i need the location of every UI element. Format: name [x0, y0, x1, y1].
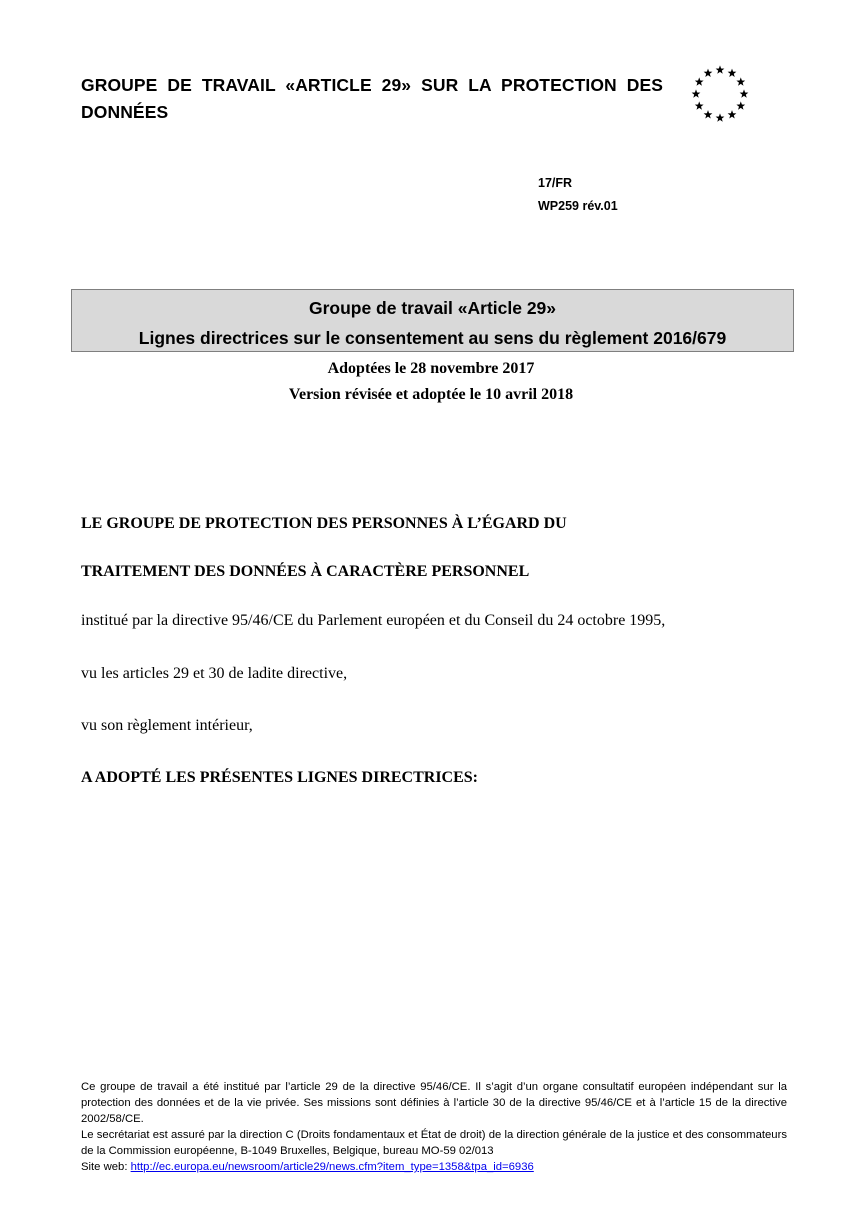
adopted-date: Adoptées le 28 novembre 2017	[327, 360, 535, 377]
site-label: Site web:	[81, 1161, 131, 1173]
star-icon	[704, 69, 713, 77]
star-icon	[736, 101, 745, 109]
star-icon	[704, 110, 713, 118]
star-icon	[740, 89, 749, 97]
star-icon	[695, 77, 704, 85]
footnote-paragraph-1: Ce groupe de travail a été institué par l’article 29 de la directive 95/46/CE. Il s’agit d’un organe consultatif européen indépendant sur la protection des données et de la vie privée. Ses missions sont définies à l’article 30 de la directive 95/46/CE et à l’article 15 de la directive 2002/58/CE.	[81, 1081, 787, 1125]
star-icon	[736, 77, 745, 85]
paragraph-articles: vu les articles 29 et 30 de ladite directive,	[81, 665, 348, 682]
star-icon	[728, 69, 737, 77]
closing-statement: A ADOPTÉ LES PRÉSENTES LIGNES DIRECTRICES:	[81, 769, 479, 786]
revised-date: Version révisée et adoptée le 10 avril 2018	[288, 386, 574, 403]
footnote-site	[81, 1159, 787, 1175]
title-line-2: Lignes directrices sur le consentement au sens du règlement 2016/679	[138, 328, 727, 348]
star-icon	[716, 65, 725, 73]
title-box	[71, 289, 794, 352]
star-icon	[695, 101, 704, 109]
star-icon	[716, 113, 725, 121]
header-title: GROUPE DE TRAVAIL «ARTICLE 29» SUR LA PROTECTION DES DONNÉES	[81, 75, 663, 122]
site-link[interactable]: http://ec.europa.eu/newsroom/article29/news.cfm?item_type=1358&tpa_id=6936	[130, 1161, 534, 1173]
paragraph-rules: vu son règlement intérieur,	[81, 717, 253, 734]
paragraph-directive: institué par la directive 95/46/CE du Parlement européen et du Conseil du 24 octobre 1995,	[81, 612, 666, 629]
heading-line-2: TRAITEMENT DES DONNÉES À CARACTÈRE PERSONNEL	[81, 563, 530, 580]
footnote-paragraph-2: Le secrétariat est assuré par la direction C (Droits fondamentaux et État de droit) de la direction générale de la justice et des consommateurs de la Commission européenne, B-1049 Bruxelles, Belgique, bureau MO-59 02/013	[81, 1129, 787, 1157]
title-line-1: Groupe de travail «Article 29»	[308, 298, 557, 318]
document-reference	[538, 172, 618, 218]
reference-wp: WP259 rév.01	[538, 199, 618, 213]
star-icon	[728, 110, 737, 118]
footnote	[81, 1079, 787, 1175]
adoption-dates	[0, 356, 862, 408]
eu-stars-icon	[688, 62, 752, 126]
heading-line-1: LE GROUPE DE PROTECTION DES PERSONNES À L’ÉGARD DU	[81, 515, 567, 532]
reference-code: 17/FR	[538, 176, 573, 190]
star-icon	[692, 89, 701, 97]
